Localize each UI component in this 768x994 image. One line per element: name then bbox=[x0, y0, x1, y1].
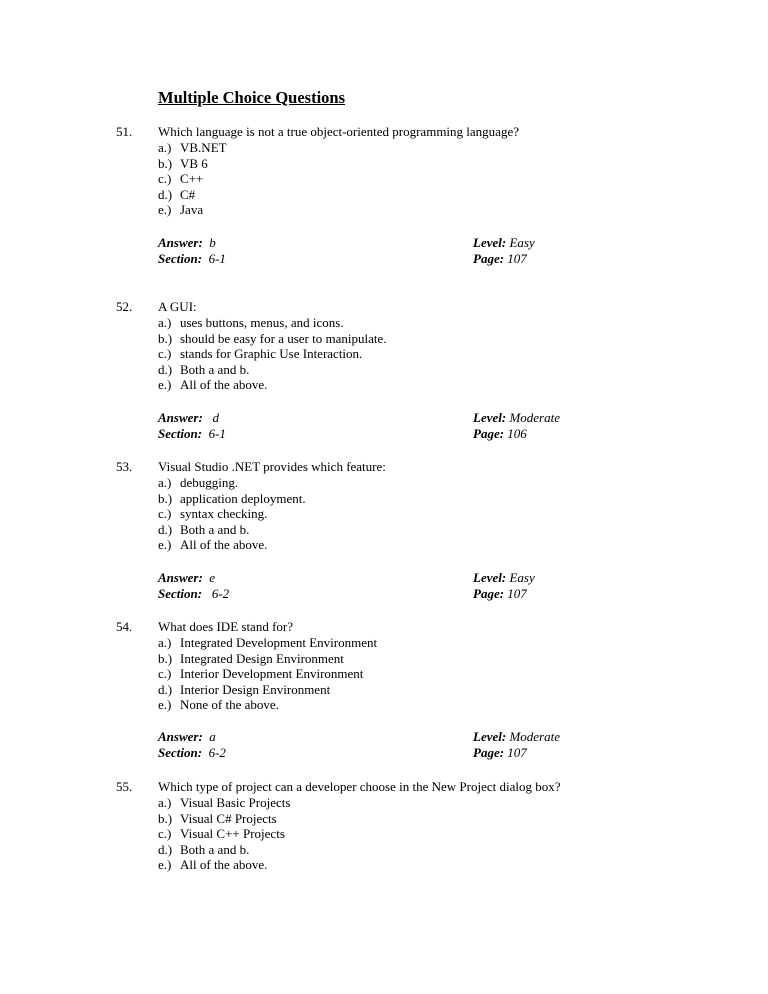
option-text: All of the above. bbox=[180, 537, 268, 553]
option-d bbox=[158, 682, 377, 698]
option-letter: d.) bbox=[158, 521, 173, 537]
section-label: Section: bbox=[158, 745, 203, 760]
answer-line bbox=[158, 235, 216, 251]
question-text: Visual Studio .NET provides which feature: bbox=[158, 459, 386, 474]
option-a bbox=[158, 475, 306, 491]
option-c bbox=[158, 826, 290, 842]
option-d bbox=[158, 522, 306, 538]
option-b bbox=[158, 811, 290, 827]
answer-value: a bbox=[209, 729, 216, 744]
section-value: 6-1 bbox=[208, 426, 226, 441]
section-line bbox=[158, 426, 226, 442]
option-text: debugging. bbox=[180, 475, 239, 490]
page-line bbox=[473, 426, 527, 442]
option-letter: b.) bbox=[158, 810, 173, 826]
answer-label: Answer: bbox=[158, 410, 203, 425]
page-value: 107 bbox=[507, 251, 527, 266]
answer-line bbox=[158, 729, 216, 745]
option-text: Visual C# Projects bbox=[180, 810, 277, 826]
option-b bbox=[158, 491, 306, 507]
option-text: VB.NET bbox=[180, 140, 227, 155]
option-letter: a.) bbox=[158, 315, 172, 330]
option-b bbox=[158, 331, 387, 347]
section-line bbox=[158, 745, 226, 761]
option-c bbox=[158, 171, 227, 187]
answer-value: d bbox=[212, 410, 220, 425]
option-text: uses buttons, menus, and icons. bbox=[180, 315, 344, 330]
page-label: Page: bbox=[473, 745, 505, 760]
answer-line bbox=[158, 410, 219, 426]
page-label: Page: bbox=[473, 586, 505, 601]
option-letter: c.) bbox=[158, 346, 172, 362]
option-letter: b.) bbox=[158, 155, 173, 171]
question-number: 53. bbox=[116, 459, 133, 474]
page-value: 106 bbox=[507, 426, 527, 441]
level-value: Easy bbox=[509, 570, 535, 585]
option-e bbox=[158, 697, 377, 713]
option-c bbox=[158, 506, 306, 522]
option-letter: e.) bbox=[158, 697, 172, 713]
option-text: C# bbox=[180, 186, 196, 202]
question-number: 51. bbox=[116, 124, 133, 139]
option-letter: b.) bbox=[158, 330, 173, 346]
level-label: Level: bbox=[473, 729, 507, 744]
option-letter: a.) bbox=[158, 140, 172, 155]
option-text: All of the above. bbox=[180, 377, 268, 393]
level-line bbox=[473, 570, 535, 586]
option-e bbox=[158, 857, 290, 873]
option-letter: d.) bbox=[158, 361, 173, 377]
page-line bbox=[473, 251, 527, 267]
page-title: Multiple Choice Questions bbox=[158, 88, 346, 107]
option-letter: e.) bbox=[158, 857, 172, 873]
option-a bbox=[158, 315, 387, 331]
question-number: 52. bbox=[116, 299, 133, 314]
page-line bbox=[473, 586, 527, 602]
level-line bbox=[473, 235, 535, 251]
option-text: Interior Development Environment bbox=[180, 666, 364, 682]
option-a bbox=[158, 635, 377, 651]
page-line bbox=[473, 745, 527, 761]
option-text: All of the above. bbox=[180, 857, 268, 873]
option-text: Interior Design Environment bbox=[180, 681, 331, 697]
answer-label: Answer: bbox=[158, 729, 203, 744]
section-label: Section: bbox=[158, 426, 203, 441]
option-e bbox=[158, 377, 387, 393]
section-value: 6-2 bbox=[211, 586, 230, 601]
section-value: 6-1 bbox=[208, 251, 226, 266]
level-value: Moderate bbox=[509, 729, 560, 744]
option-letter: d.) bbox=[158, 681, 173, 697]
option-letter: a.) bbox=[158, 635, 172, 650]
level-line bbox=[473, 729, 560, 745]
question-text: A GUI: bbox=[158, 299, 197, 314]
option-b bbox=[158, 651, 377, 667]
option-c bbox=[158, 346, 387, 362]
option-text: None of the above. bbox=[180, 697, 279, 713]
option-a bbox=[158, 140, 227, 156]
question-text: What does IDE stand for? bbox=[158, 619, 294, 634]
option-list bbox=[158, 140, 227, 218]
option-list bbox=[158, 315, 387, 393]
option-d bbox=[158, 187, 227, 203]
level-label: Level: bbox=[473, 235, 507, 250]
option-list bbox=[158, 795, 290, 873]
option-e bbox=[158, 537, 306, 553]
page-label: Page: bbox=[473, 251, 505, 266]
page-label: Page: bbox=[473, 426, 505, 441]
question-number: 54. bbox=[116, 619, 133, 634]
option-text: Visual Basic Projects bbox=[180, 795, 291, 810]
option-text: should be easy for a user to manipulate. bbox=[180, 330, 387, 346]
option-text: Java bbox=[180, 202, 204, 218]
option-letter: a.) bbox=[158, 475, 172, 490]
option-text: syntax checking. bbox=[180, 506, 268, 522]
level-label: Level: bbox=[473, 410, 507, 425]
option-c bbox=[158, 666, 377, 682]
option-letter: c.) bbox=[158, 506, 172, 522]
level-value: Easy bbox=[509, 235, 535, 250]
option-text: Both a and b. bbox=[180, 521, 250, 537]
section-line bbox=[158, 251, 226, 267]
page-value: 107 bbox=[507, 586, 527, 601]
option-list bbox=[158, 635, 377, 713]
section-line bbox=[158, 586, 229, 602]
answer-line bbox=[158, 570, 215, 586]
question-number: 55. bbox=[116, 779, 133, 794]
answer-value: e bbox=[209, 570, 216, 585]
level-label: Level: bbox=[473, 570, 507, 585]
level-line bbox=[473, 410, 560, 426]
option-letter: a.) bbox=[158, 795, 172, 810]
option-text: VB 6 bbox=[180, 155, 208, 171]
option-letter: e.) bbox=[158, 377, 172, 393]
option-a bbox=[158, 795, 290, 811]
option-d bbox=[158, 362, 387, 378]
option-text: Both a and b. bbox=[180, 361, 250, 377]
option-letter: c.) bbox=[158, 171, 172, 187]
section-label: Section: bbox=[158, 586, 203, 601]
question-text: Which language is not a true object-oriented programming language? bbox=[158, 124, 519, 139]
option-letter: b.) bbox=[158, 490, 173, 506]
option-list bbox=[158, 475, 306, 553]
question-text: Which type of project can a developer choose in the New Project dialog box? bbox=[158, 779, 561, 794]
option-letter: c.) bbox=[158, 826, 172, 842]
section-value: 6-2 bbox=[208, 745, 226, 760]
level-value: Moderate bbox=[509, 410, 560, 425]
option-letter: b.) bbox=[158, 650, 173, 666]
page-value: 107 bbox=[507, 745, 527, 760]
option-letter: e.) bbox=[158, 202, 172, 218]
answer-label: Answer: bbox=[158, 235, 203, 250]
option-letter: e.) bbox=[158, 537, 172, 553]
option-b bbox=[158, 156, 227, 172]
option-d bbox=[158, 842, 290, 858]
option-text: Both a and b. bbox=[180, 841, 250, 857]
option-text: Visual C++ Projects bbox=[180, 826, 285, 842]
answer-label: Answer: bbox=[158, 570, 203, 585]
option-text: stands for Graphic Use Interaction. bbox=[180, 346, 363, 362]
option-letter: c.) bbox=[158, 666, 172, 682]
option-text: Integrated Design Environment bbox=[180, 650, 344, 666]
section-label: Section: bbox=[158, 251, 203, 266]
option-letter: d.) bbox=[158, 186, 173, 202]
option-text: Integrated Development Environment bbox=[180, 635, 378, 650]
option-e bbox=[158, 202, 227, 218]
option-text: application deployment. bbox=[180, 490, 306, 506]
option-letter: d.) bbox=[158, 841, 173, 857]
option-text: C++ bbox=[180, 171, 204, 187]
answer-value: b bbox=[209, 235, 216, 250]
